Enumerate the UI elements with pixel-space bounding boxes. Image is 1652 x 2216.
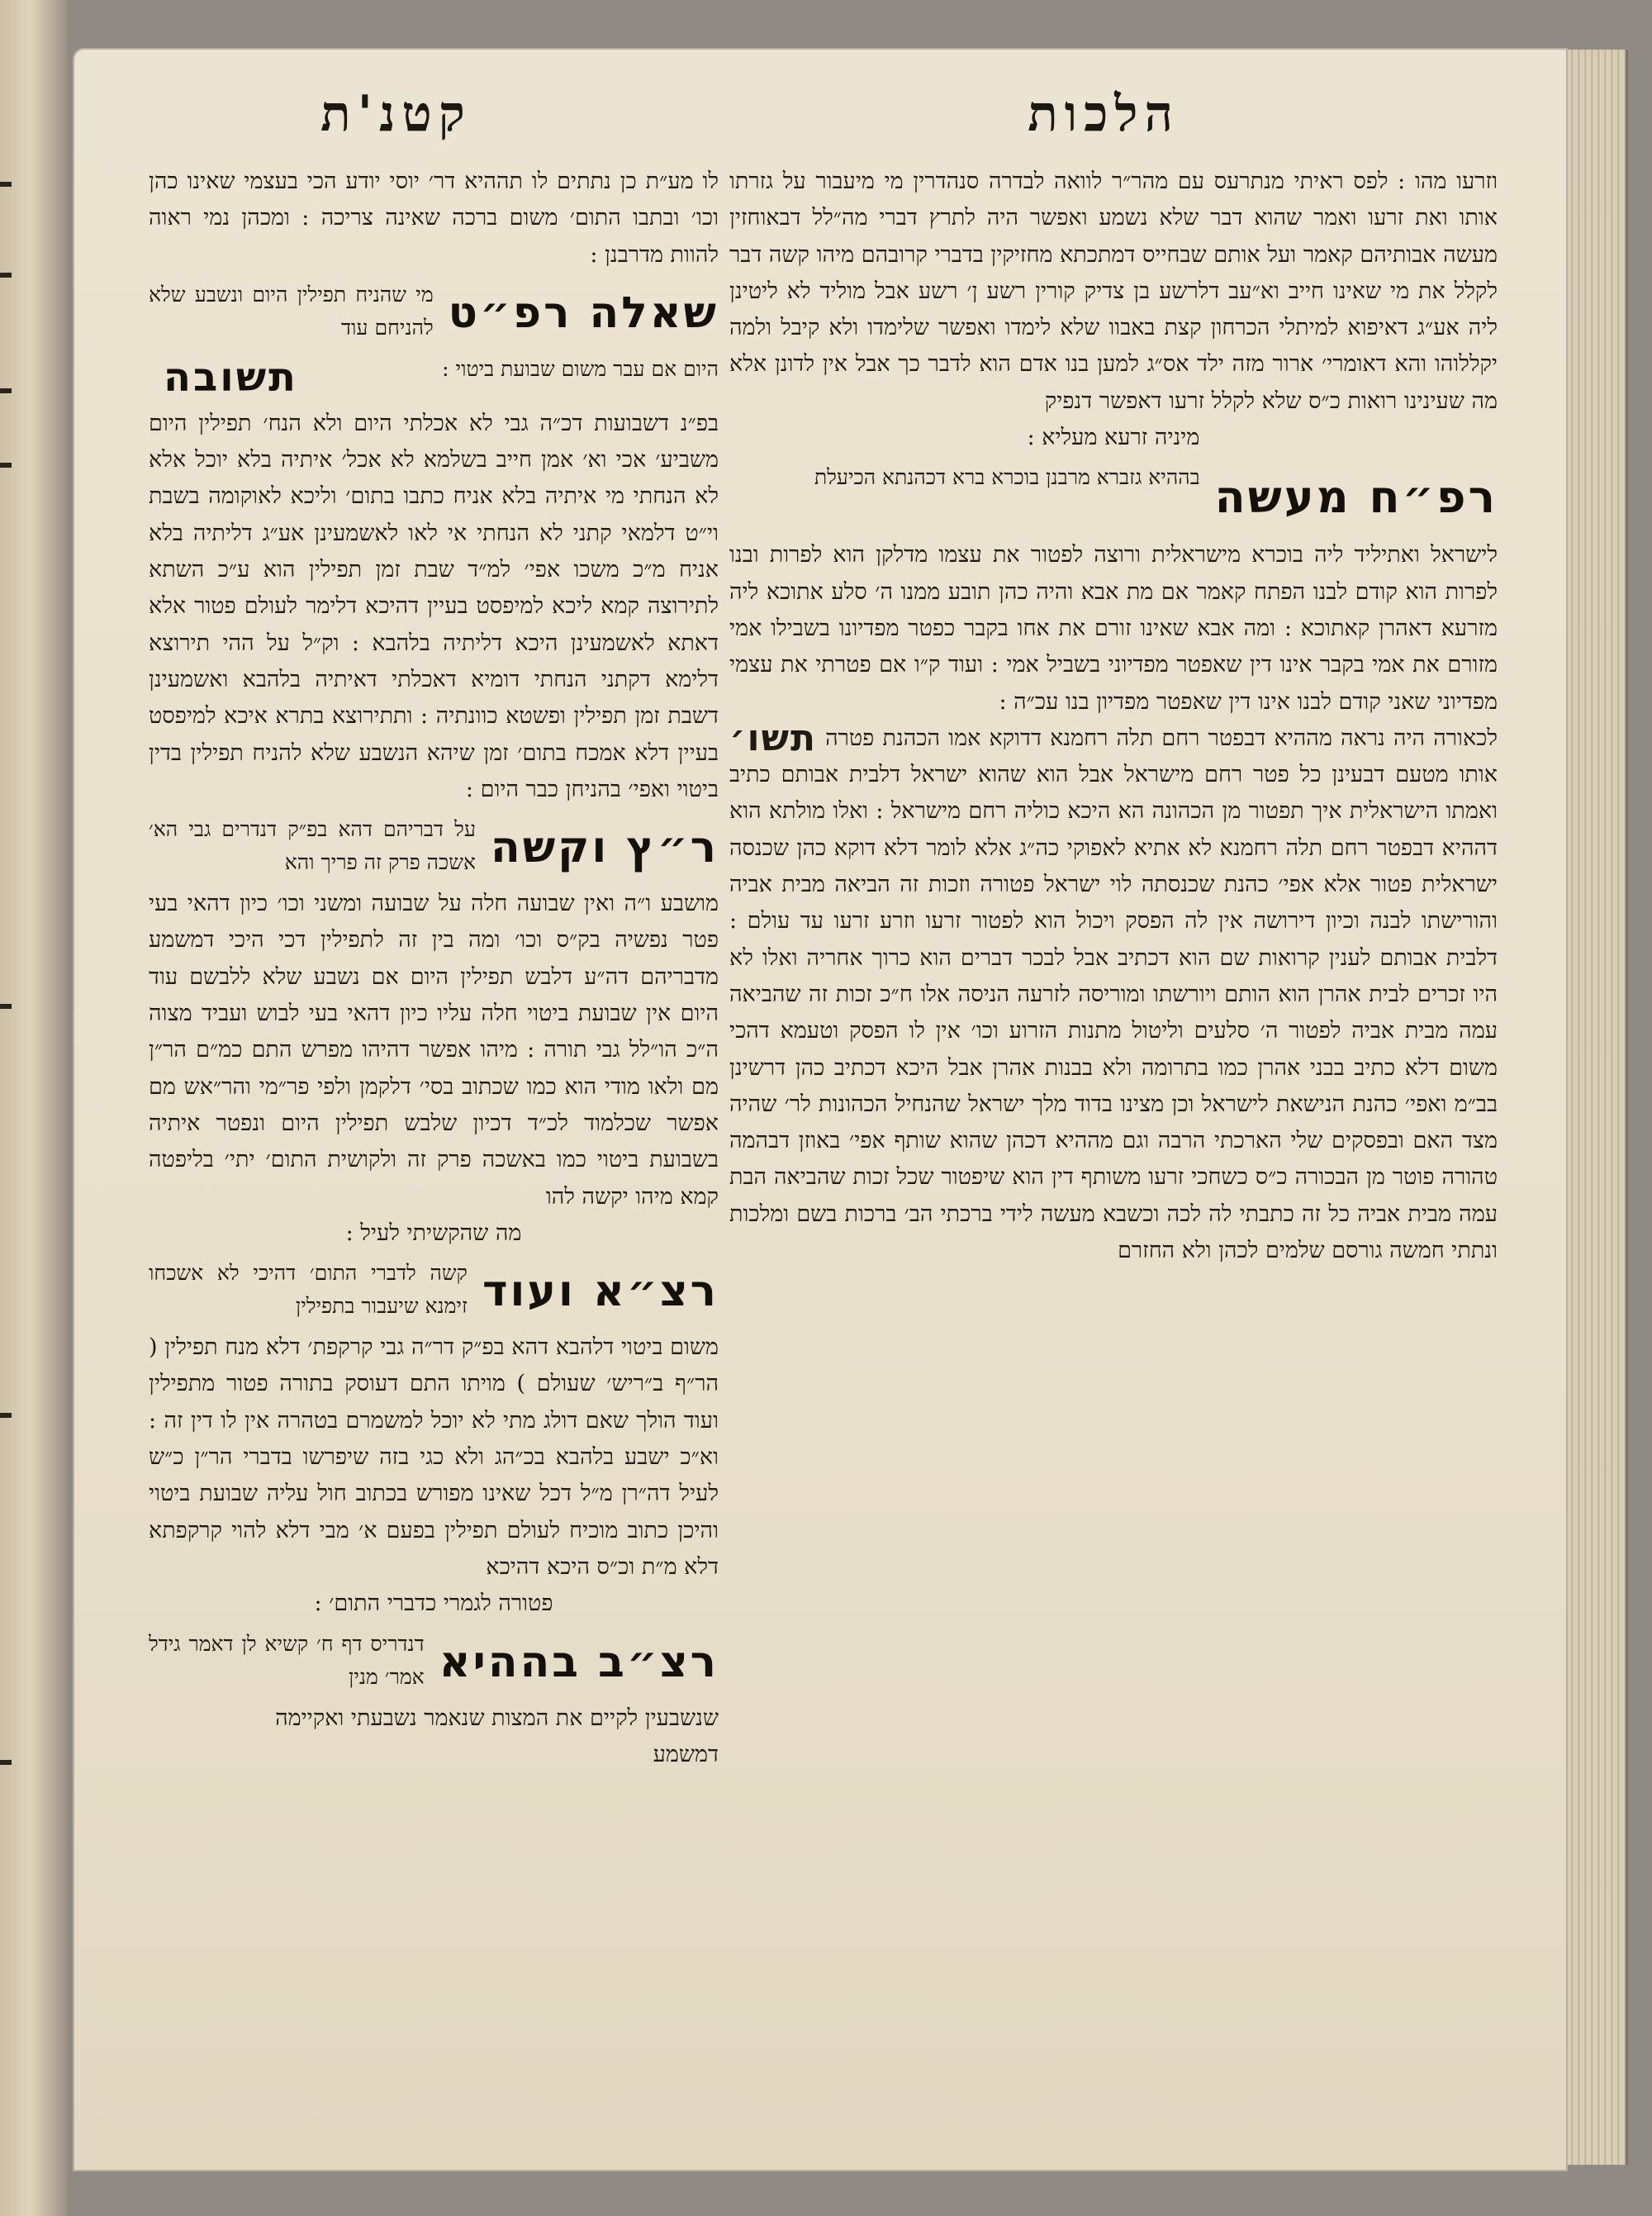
section-288 (729, 461, 1498, 534)
section-body: שנשבעין לקיים את המצות שנאמר נשבעתי ואקיימה (275, 1705, 719, 1731)
section-closing-line: דמשמע (653, 1741, 719, 1767)
section-closing-line: פטורה לגמרי כדברי התום׳ : (314, 1591, 553, 1617)
left-column (149, 164, 719, 2130)
section-intro: בההיא גזברא מרבנן בוכרא ברא דכהנתא הכיעלת (814, 465, 1200, 490)
section-body: לכאורה היה נראה מההיא דבפטר רחם תלה רחמנא דדוקא אמו הכהנת פטרה אותו מטעם דבעינן כל פטר רחם מישראל אבל הוא שהוא ישראל דלבית אבותם כתיב ואמתו הישראלית איך תפטור מן הכהונה הא היכא כוליה רחם מישראל : ואלו מולתא הוא דההיא דבפטר רחם תלה רחמנא לא אתיא לאפוקי כה״ג אלא לומר דלא דוקא כהן שכנסה ישראלית פטור אלא אפי׳ כהנת שכנסתה לוי ישראל פטורה וזכות זה הביאה מבית אביה והורישתו לבנה וכיון דירושה אין לה הפסק ויכול הוא לפטור זרעו וזרע זרעו עד עולם : דלבית אבותם לענין קרואות שם הוא דכתיב אבל לבכר דברים הוא כרוך אחריה ואלו לא היו זכרים לבית אהרן הוא הותם ויורשתו ומוריסה לזרעה הניסה אלו ח״כ זכות זה שהביאה עמה מבית אביה לפטור ה׳ סלעים וליטול מתנות הזרוע וכו׳ אין לו הפסק וטעמא דהכי משום דלא כתיב בבני אהרן כמו בתרומה ולא בבנות אהרן אבל היכא דכתיב כהן דרשינן בב״מ ואפי׳ כהנת הנישאת לישראל וכן מצינו בדוד מלך ישראל שהנחיל הכהונות לר׳ שהיה מצד האם ובפסקים שלי הארכתי הרבה וגם מההיא דכהן שהוא שותף אפי׳ באוזן דבהמה טהורה פוטר מן הבכורה כ״ס כשחכי זרעו משותף דין הוא שיפטור שכל זכות שהביאה הבת עמה מבית אביה כל זה כתבתי לה לכה וכשבא מעשה לידי ברכתי הב׳ ברכות בשם ומלכות ונתתי חמשה גורסם שלמים לכהן ולא החזרם (729, 725, 1498, 1264)
section-body: לישראל ואתיליד ליה בוכרא מישראלית ורוצה לפטור את עצמו מדלקן הוא לפרות ובנו לפרות הוא קודם לבנו הפתח קאמר אם מת אבא והיה כהן תובע ממנו ה׳ סלע אתוכא ליה מזרעא דאהרן קאתוכא : ומה אבא שאינו זורם את אחו בקבר כפטר מפדיונו בשבילו אמי מזורם את אמי בקבר אינו דין שאפטר מפדיוני בשביל אמי : ועוד ק״ו אם פטרתי את עצמי מפדיוני שאני קודם לבנו אינו דין שאפטר מפדיון בנו עכ״ה : (729, 542, 1498, 715)
section-closing-line: מה שהקשיתי לעיל : (345, 1220, 522, 1246)
section-teshuva (729, 720, 1498, 1269)
section-teshuva-289 (149, 353, 719, 402)
section-heading: תשו׳ (729, 720, 818, 759)
facing-page-edge (0, 0, 68, 2216)
section-intro: קשה לדברי התום׳ דהיכי לא אשכחו זימנא שיעבור בתפילין (149, 1261, 468, 1319)
section-intro: על דבריהם דהא בפ״ק דנדרים גבי הא׳ אשכה פרק זה פריך והא (149, 817, 476, 875)
section-intro: היום אם עבר משום שבועת ביטוי : (442, 356, 719, 381)
section-heading: תשובה (164, 354, 298, 401)
section-intro: מי שהניח תפילין היום ונשבע שלא להניחם עוד (149, 282, 434, 340)
right-opening-paragraph: וזרעו מהו : לפס ראיתי מנתרעס עם מהר״ר לוואה לבדרה סנהדרין מי מיעבור על גזרתו אותו ואת זרעו ואמר שהוא דבר שלא נשמע ואפשר היה לתרץ דברי מה״לל דבאוחזין מעשה אבותיהם קאמר ועל אותם שבחייס דמתכתא מחזיקין בדברי קרובהם מיהו קשה דבר לקלל את מי שאינו חייב וא״עב דלרשע בן צדיק קורין רשע ן׳ רשע אבל מוליד לא ליטינן ליה אע״ג דאיפוא למיתלי הכרחון קצת באבוו שלא לימדו ואפשר שלימדו ולא קיבל ולמה יקללוהו והא דאומרי׳ ארור מזה ילד אס״ג למען בנו אדם הוא לדבר כך אבל אין לדונן אלא מה שעינינו רואות כ״ס שלא לקלל זרעו דאפשר דנפיק (729, 169, 1498, 414)
section-heading: ר״ץ וקשה (490, 823, 719, 873)
left-opening-paragraph: לו מע״ת כן נתתים לו תההיא דר׳ יוסי יודע הכי בעצמי שאינו כהן וכו׳ ובתבו התום׳ משום ברכה שאינה צריכה : ומכהן נמי ראוה להוות מדרבנן : (149, 169, 719, 268)
section-heading: רצ״ב בההיא (439, 1637, 719, 1687)
section-body: בפ״נ דשבועות דכ״ה גבי לא אכלתי היום ולא הנח׳ תפילין היום משביע׳ אכי וא׳ אמן חייב בשלמא לא אכל׳ איתיה בלא יוכל אלא לא הנחתי מי איתיה בלא אניח כתבו בתום׳ וליכא לאוקומה בשבת וי״ט דלמאי קתני לא הנחתי אי לאו לאשמעינן אע״ג דליתיה בלא אניח מ״כ משכו אפי׳ למ״ד שבת זמן תפילין הוא ע״כ השתא לתירוצה קמא ליכא למיפסט בעיין דהיכא דלימר לעולם פטור אלא דאתא לאשמעינן היכא דליתיה בלהבא : וק״ל על ההי תירוצא דלימא דקתני הנחתי דומיא דאכלתי דאיתיה בלהבא ואשמעינן דשבת זמן תפילין ופשטא כוונתיה : ותתירוצא בתרא איכא למיפסט בעיין דלא אמכח בתום׳ זמן שיהא הנשבע שלא להניח תפילין בדין ביטוי ואפי׳ בהניחן כבר היום : (149, 410, 719, 802)
section-290 (149, 813, 719, 882)
section-heading: רפ״ח מעשה (1214, 471, 1498, 524)
section-289 (149, 278, 719, 348)
header-left-title: קטנ'ת (320, 85, 472, 143)
section-291 (149, 1257, 719, 1326)
right-column (729, 164, 1498, 2130)
section-heading: רצ״א ועוד (482, 1267, 719, 1317)
section-292 (149, 1628, 719, 1697)
book-page (73, 48, 1568, 2171)
right-opening-closing-line: מיניה זרעא מעליא : (1027, 425, 1200, 451)
section-body: מושבע ו״ה ואין שבועה חלה על שבועה ומשני וכו׳ כיון דהאי בעי פטר נפשיה בק״ס וכו׳ ומה בין זה לתפילין דכי היכי דמשמע מדבריהם דה״ע דלבש תפילין היום אם נשבע שלא ללבשם עוד היום אין שבועת ביטוי חלה עליו כיון דהאי בעי לבוש ועביד מצוה ה״כ הו״לל גבי תורה : מיהו אפשר דהיהו מפרש התם כמ״ם הר״ן מם ולאו מודי הוא כמו שכתוב בסי׳ דלקמן ולפי פר״מי והר״אש מם אפשר שכלמוד לכ״ד דכיון שלבש תפילין היום ונפטר איתיה בשבועת ביטוי כמו באשכה פרק זה ולקושית התום׳ יתי׳ בליפטה קמא מיהו יקשה להו (149, 891, 719, 1210)
section-heading: שאלה רפ״ט (448, 288, 719, 338)
section-intro: דנדריס דף ח׳ קשיא לן דאמר גידל אמר׳ מנין (149, 1631, 425, 1689)
section-body: משום ביטוי דלהבא דהא בפ״ק דר״ה גבי קרקפת׳ דלא מנח תפילין ( הר״ף ב״ריש׳ שעולם ) מויתו התם דעוסק בתורה פטור מתפילין ועוד הולך שאם דולג מתי לא יוכל למשמרם בטהרה אין לו דין זה : וא״כ ישבע בלהבא בכ״הג ולא כגי בזה שיפרשו בדברי הר״ן כ״ש לעיל דה״רן מ״ל דכל שאינו מפורש בכתוב חול עליה שבועת ביטוי והיכן כתוב מוכיח לעולם תפילין בפעם א׳ מבי דלא להוי קרקפתא דלא מ״ת וכ״ס היכא דהיכא (149, 1334, 719, 1580)
header-right-title: הלכות (1028, 85, 1180, 143)
page-stack-edges (1568, 50, 1628, 2165)
